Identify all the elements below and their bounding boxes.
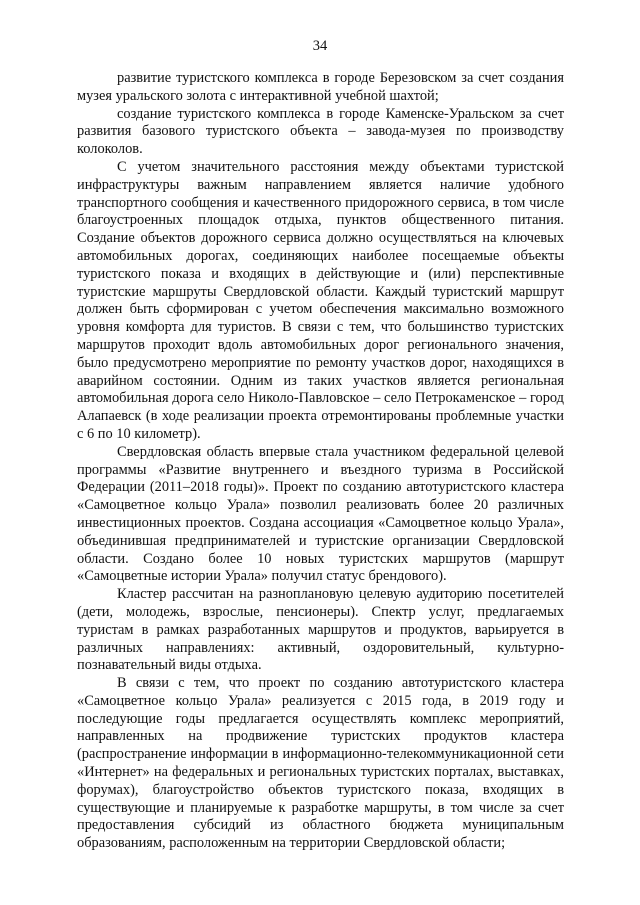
paragraph: создание туристского комплекса в городе Каменске-Уральском за счет развития базового туристского объекта – завода-музея по производству колоколов. <box>77 105 564 158</box>
paragraph: С учетом значительного расстояния между объектами туристской инфраструктуры важным направлением является наличие удобного транспортного сообщения и качественного придорожного сервиса, в том числе благоустроенных площадок отдыха, пунктов общественного питания. Создание объектов дорожного сервиса должно осуществляться на ключевых автомобильных дорогах, соединяющих наиболее посещаемые объекты туристского показа и входящих в действующие и (или) перспективные туристские маршруты Свердловской области. Каждый туристский маршрут должен быть сформирован с учетом обеспечения максимально возможного уровня комфорта для туристов. В связи с тем, что большинство туристских маршрутов проходит вдоль автомобильных дорог регионального значения, было предусмотрено мероприятие по ремонту участков дорог, находящихся в аварийном состоянии. Одним из таких участков является региональная автомобильная дорога село Николо-Павловское – село Петрокаменское – город Алапаевск (в ходе реализации проекта отремонтированы проблемные участки с 6 по 10 километр). <box>77 158 564 442</box>
paragraph: В связи с тем, что проект по созданию автотуристского кластера «Самоцветное кольцо Урала» реализуется с 2015 года, в 2019 году и последующие годы предлагается осуществлять комплекс мероприятий, направленных на продвижение туристских продуктов кластера (распространение информации в информационно-телекоммуникационной сети «Интернет» на федеральных и региональных туристских порталах, выставках, форумах), благоустройство объектов туристского показа, входящих в существующие и планируемые к разработке маршруты, в том числе за счет предоставления субсидий из областного бюджета муниципальным образованиям, расположенным на территории Свердловской области; <box>77 675 564 852</box>
page-number: 34 <box>312 38 328 54</box>
paragraph: Свердловская область впервые стала участником федеральной целевой программы «Развитие внутреннего и въездного туризма в Российской Федерации (2011–2018 годы)». Проект по созданию автотуристского кластера «Самоцветное кольцо Урала» позволил реализовать более 20 различных инвестиционных проектов. Создана ассоциация «Самоцветное кольцо Урала», объединившая предпринимателей и туристские организации Свердловской области. Создано более 10 новых туристских маршрутов (маршрут «Самоцветные истории Урала» получил статус брендового). <box>77 443 564 585</box>
paragraph: Кластер рассчитан на разноплановую целевую аудиторию посетителей (дети, молодежь, взрослые, пенсионеры). Спектр услуг, предлагаемых туристам в рамках разработанных маршрутов и продуктов, варьируется в различных направлениях: активный, оздоровительный, культурно-познавательный виды отдыха. <box>77 586 564 674</box>
document-body <box>77 70 564 853</box>
paragraph: развитие туристского комплекса в городе Березовском за счет создания музея уральского золота с интерактивной учебной шахтой; <box>77 70 564 104</box>
